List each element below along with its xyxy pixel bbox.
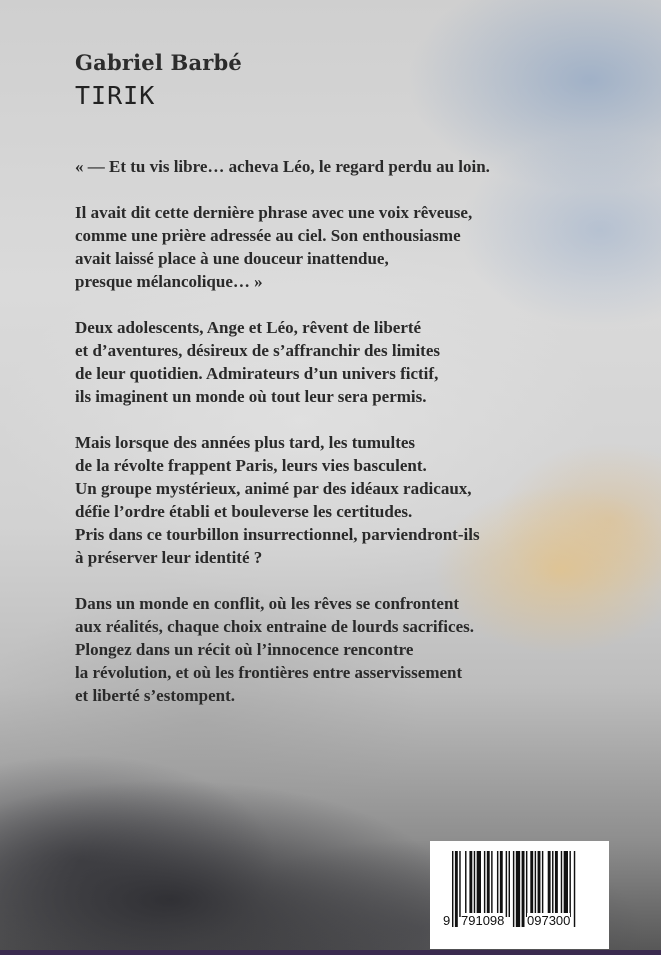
blurb-line: Plongez dans un récit où l’innocence rencontre (75, 640, 414, 659)
barcode-bar (538, 851, 541, 917)
barcode-bar (477, 851, 481, 917)
blurb-line: Il avait dit cette dernière phrase avec une voix rêveuse, (75, 203, 473, 222)
blurb-line: Dans un monde en conflit, où les rêves se confrontent (75, 594, 460, 613)
barcode-bar (497, 851, 498, 917)
blurb-line: presque mélancolique… » (75, 272, 263, 291)
barcode-bar (484, 851, 485, 917)
blurb-line: la révolution, et où les frontières entre asservissement (75, 663, 463, 682)
barcode-bar (465, 851, 466, 917)
book-title: TIRIK (75, 81, 156, 110)
blurb-paragraph (75, 592, 555, 707)
blurb-line: Deux adolescents, Ange et Léo, rêvent de liberté (75, 318, 422, 337)
blurb-line: et liberté s’estompent. (75, 686, 236, 705)
blurb-line: à préserver leur identité ? (75, 548, 263, 567)
barcode-bar (459, 851, 460, 917)
barcode-bar (469, 851, 472, 917)
barcode-bar (474, 851, 475, 917)
author-name: Gabriel Barbé (75, 50, 242, 75)
blurb-line: « — Et tu vis libre… acheva Léo, le regard perdu au loin. (75, 157, 490, 176)
blurb-line: ils imaginent un monde où tout leur sera permis. (75, 387, 427, 406)
blurb-line: et d’aventures, désireux de s’affranchir des limites (75, 341, 440, 360)
barcode-bar (535, 851, 536, 917)
blurb-line: Un groupe mystérieux, animé par des idéaux radicaux, (75, 479, 472, 498)
isbn-barcode (430, 841, 609, 949)
barcode-bar (552, 851, 553, 917)
barcode-bar (500, 851, 503, 917)
blurb-line: avait laissé place à une douceur inattendue, (75, 249, 389, 268)
blurb-paragraph (75, 201, 555, 293)
blurb-line: de leur quotidien. Admirateurs d’un univers fictif, (75, 364, 439, 383)
isbn-right-group: 097300 (527, 913, 571, 928)
isbn-left-group: 791098 (461, 913, 505, 928)
blurb-paragraph (75, 155, 555, 178)
back-cover-blurb (75, 155, 555, 730)
bottom-strip (0, 950, 661, 955)
barcode-bar (542, 851, 543, 917)
blurb-line: Mais lorsque des années plus tard, les tumultes (75, 433, 416, 452)
blurb-line: défie l’ordre établi et bouleverse les certitudes. (75, 502, 413, 521)
barcode-bar (526, 851, 527, 917)
barcode-bar (569, 851, 570, 917)
barcode-bar (574, 851, 575, 927)
blurb-line: comme une prière adressée au ciel. Son enthousiasme (75, 226, 461, 245)
barcode-bar (506, 851, 507, 917)
barcode-bar (548, 851, 551, 917)
barcode-bar (491, 851, 492, 917)
barcode-bar (564, 851, 568, 917)
barcode-bar (561, 851, 562, 917)
isbn-lead-digit: 9 (443, 913, 451, 928)
blurb-paragraph (75, 431, 555, 569)
blurb-line: de la révolte frappent Paris, leurs vies basculent. (75, 456, 427, 475)
barcode-bar (487, 851, 490, 917)
barcode-bar (522, 851, 525, 927)
barcode-bar (530, 851, 533, 917)
blurb-line: Pris dans ce tourbillon insurrectionnel, parviendront-ils (75, 525, 480, 544)
barcode-bar (513, 851, 514, 927)
barcode-bars (430, 841, 609, 949)
blurb-paragraph (75, 316, 555, 408)
barcode-bar (516, 851, 520, 927)
barcode-bar (452, 851, 453, 927)
blurb-line: aux réalités, chaque choix entraine de lourds sacrifices. (75, 617, 474, 636)
barcode-bar (555, 851, 558, 917)
barcode-bar (455, 851, 458, 927)
barcode-bar (509, 851, 510, 917)
